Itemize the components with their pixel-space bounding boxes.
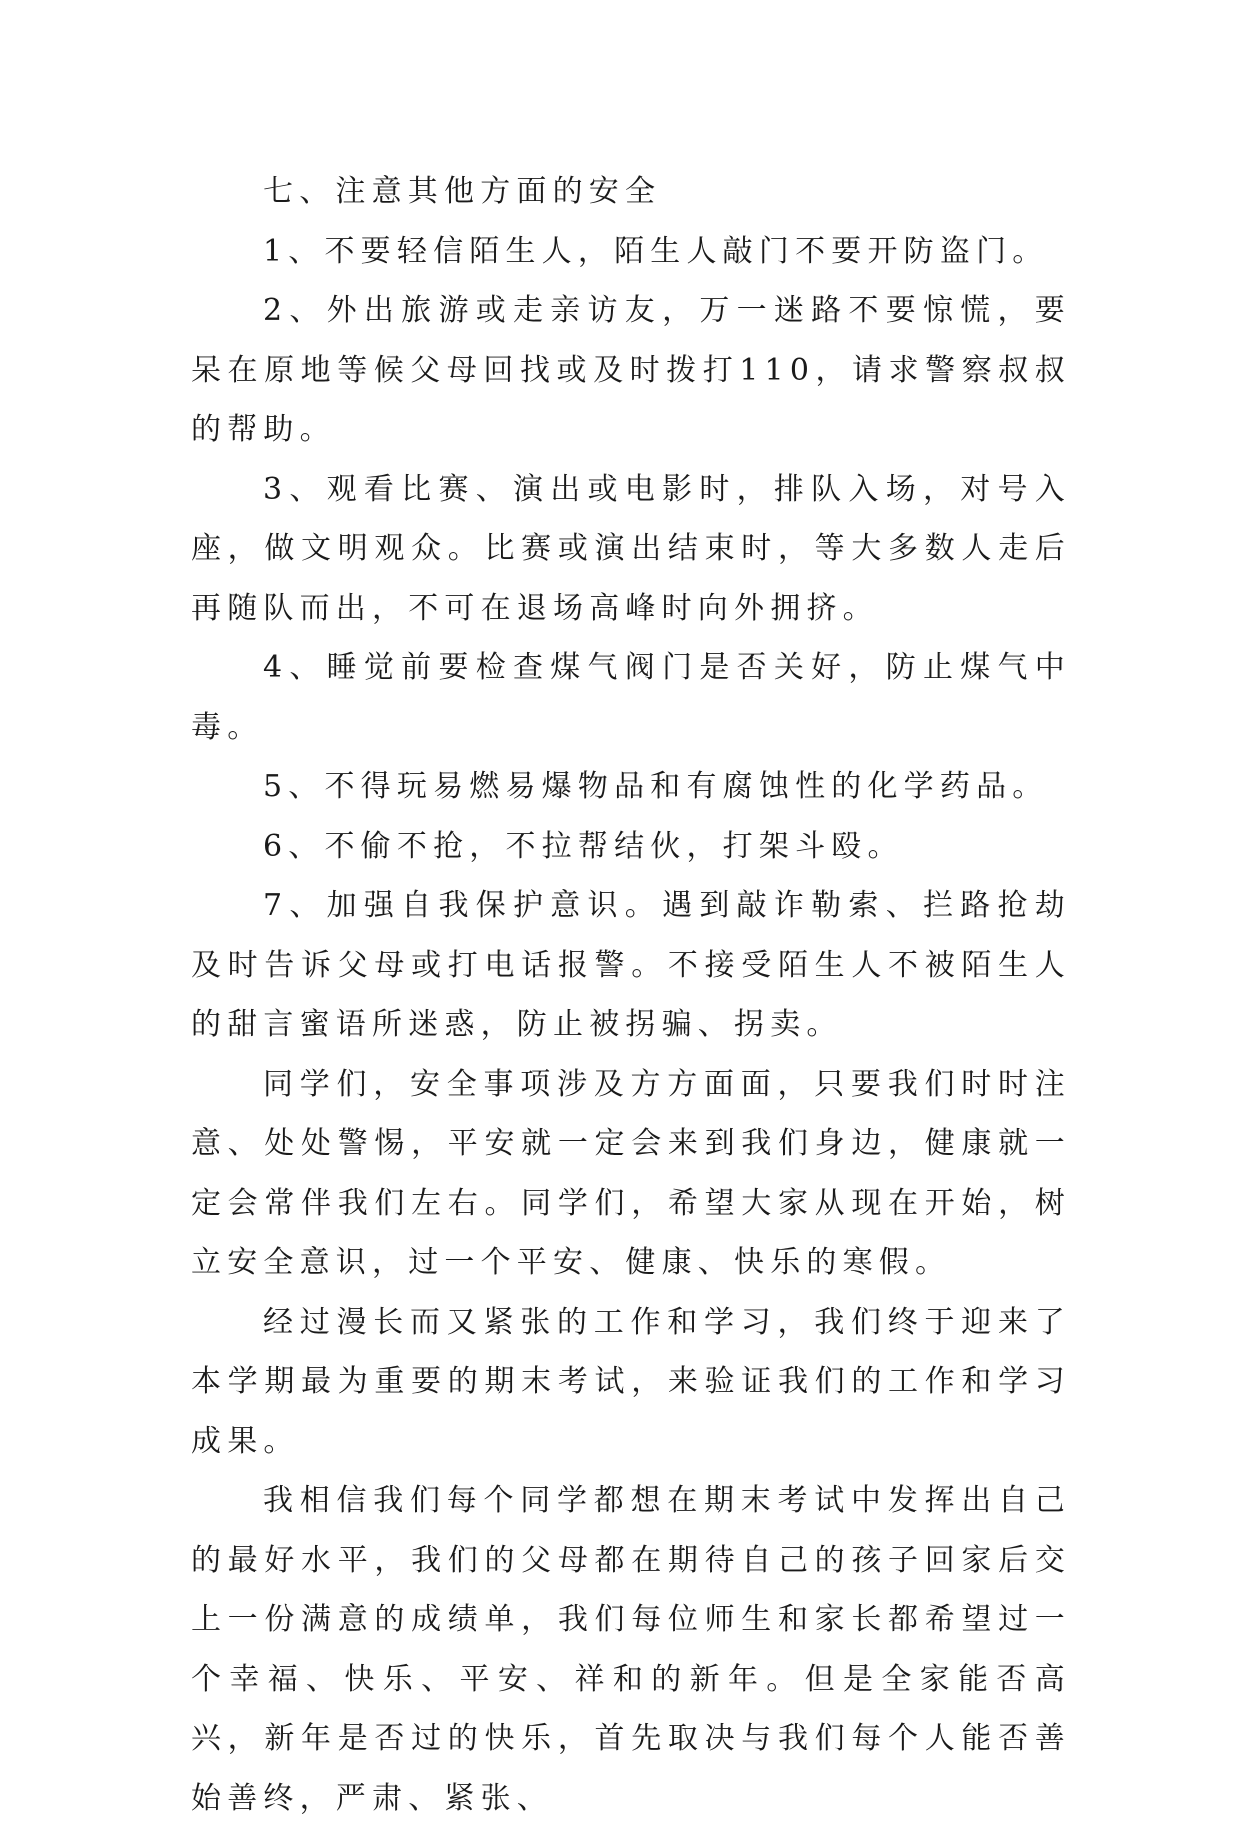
paragraph-item-4: 4、睡觉前要检查煤气阀门是否关好，防止煤气中毒。 [191, 650, 1071, 745]
paragraph-item-6: 6、不偷不抢，不拉帮结伙，打架斗殴。 [263, 828, 904, 864]
paragraph-item-3: 3、观看比赛、演出或电影时，排队入场，对号入座，做文明观众。比赛或演出结束时，等大多数人走后再随队而出，不可在退场高峰时向外拥挤。 [191, 471, 1071, 626]
paragraph-safety-summary: 同学们，安全事项涉及方方面面，只要我们时时注意、处处警惕，平安就一定会来到我们身边，健康就一定会常伴我们左右。同学们，希望大家从现在开始，树立安全意识，过一个平安、健康、快乐的寒假。 [191, 1066, 1071, 1280]
paragraph-item-2: 2、外出旅游或走亲访友，万一迷路不要惊慌，要呆在原地等候父母回找或及时拨打110，请求警察叔叔的帮助。 [191, 293, 1071, 447]
section-heading-other-safety: 七、注意其他方面的安全 [263, 174, 662, 209]
paragraph-item-1: 1、不要轻信陌生人，陌生人敲门不要开防盗门。 [263, 233, 1049, 269]
paragraph-final-exam-hopes: 我相信我们每个同学都想在期末考试中发挥出自己的最好水平，我们的父母都在期待自己的孩子回家后交上一份满意的成绩单，我们每位师生和家长都希望过一个幸福、快乐、平安、祥和的新年。但是全家能否高兴，新年是否过的快乐，首先取决与我们每个人能否善始善终，严肃、紧张、 [191, 1483, 1071, 1816]
document-body [191, 162, 1071, 1828]
paragraph-item-7: 7、加强自我保护意识。遇到敲诈勒索、拦路抢劫及时告诉父母或打电话报警。不接受陌生人不被陌生人的甜言蜜语所迷惑，防止被拐骗、拐卖。 [191, 888, 1071, 1042]
paragraph-final-exam-intro: 经过漫长而又紧张的工作和学习，我们终于迎来了本学期最为重要的期末考试，来验证我们的工作和学习成果。 [191, 1304, 1071, 1459]
paragraph-item-5: 5、不得玩易燃易爆物品和有腐蚀性的化学药品。 [263, 769, 1049, 804]
